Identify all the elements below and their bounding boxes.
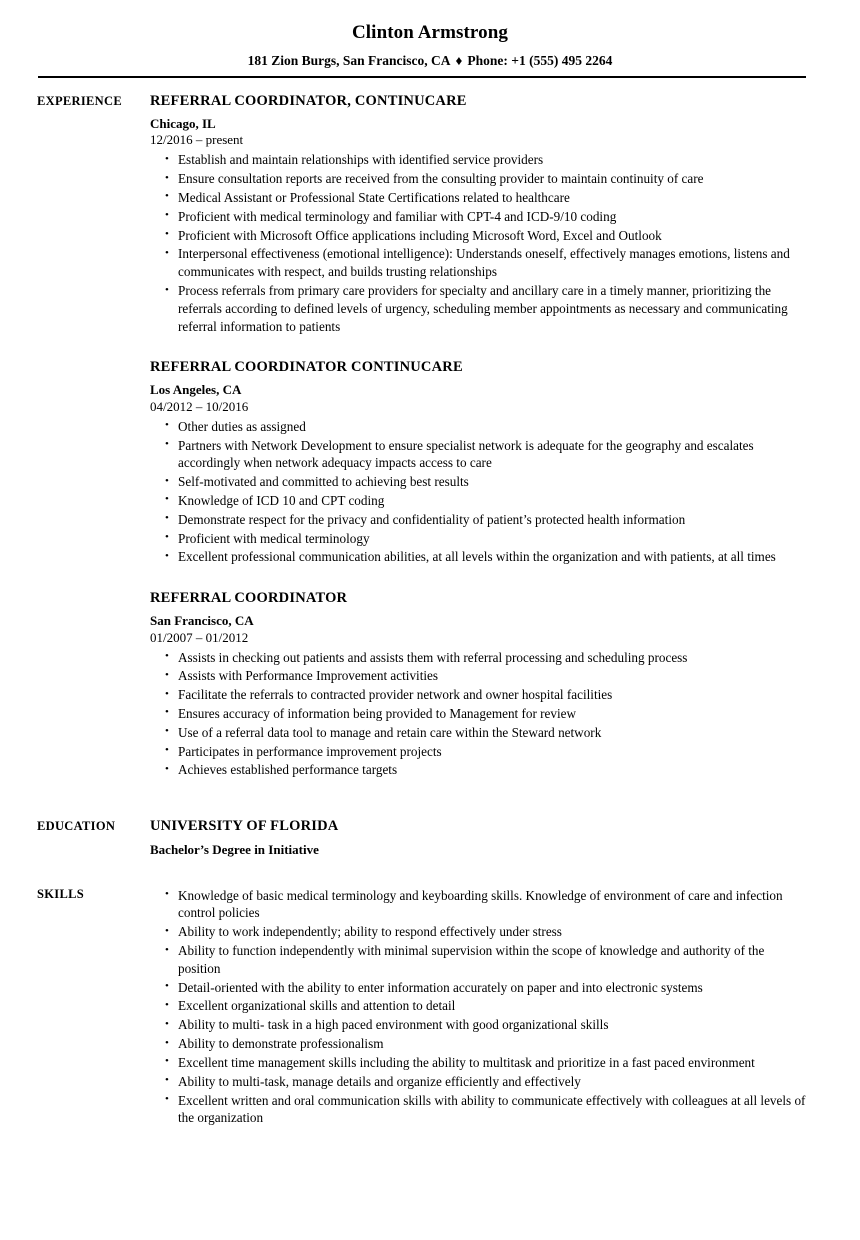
list-item: • Ability to work independently; ability to respond effectively under stress	[150, 923, 806, 941]
list-item: • Knowledge of ICD 10 and CPT coding	[150, 492, 806, 510]
section-label-skills: SKILLS	[37, 886, 84, 901]
list-item: • Partners with Network Development to ensure specialist network is adequate for the geography and escalates accordingly when network adequacy impacts access to care	[150, 437, 806, 473]
contact-address: 181 Zion Burgs, San Francisco, CA	[247, 52, 451, 68]
job-title: REFERRAL COORDINATOR	[150, 590, 348, 607]
list-item: • Ability to multi-task, manage details and organize efficiently and effectively	[150, 1073, 806, 1091]
section-experience	[0, 92, 860, 779]
job-location: Chicago, IL	[150, 115, 216, 131]
list-item: • Facilitate the referrals to contracted provider network and owner hospital facilities	[150, 686, 806, 704]
education-degree: Bachelor’s Degree in Initiative	[150, 842, 319, 858]
list-item: • Ability to demonstrate professionalism	[150, 1035, 806, 1053]
list-item: • Medical Assistant or Professional State Certifications related to healthcare	[150, 189, 806, 207]
job-dates: 12/2016 – present	[150, 132, 244, 148]
list-item: • Establish and maintain relationships with identified service providers	[150, 151, 806, 169]
list-item: • Excellent organizational skills and attention to detail	[150, 997, 806, 1015]
list-item: • Ensure consultation reports are received from the consulting provider to maintain continuity of care	[150, 170, 806, 188]
contact-phone: Phone: +1 (555) 495 2264	[467, 52, 613, 68]
resume-content	[0, 92, 860, 1127]
candidate-name: Clinton Armstrong	[351, 22, 508, 43]
list-item: • Excellent written and oral communication skills with ability to communicate effectively with colleagues at all levels of the organization	[150, 1092, 806, 1128]
list-item: • Demonstrate respect for the privacy and confidentiality of patient’s protected health information	[150, 511, 806, 529]
list-item: • Proficient with Microsoft Office applications including Microsoft Word, Excel and Outlook	[150, 227, 806, 245]
list-item: • Participates in performance improvement projects	[150, 743, 806, 761]
skills-body	[150, 885, 860, 1128]
list-item: • Ability to function independently with minimal supervision within the scope of knowledge and authority of the position	[150, 942, 806, 978]
contact-line	[0, 53, 860, 69]
list-item: • Assists in checking out patients and assists them with referral processing and scheduling process	[150, 649, 806, 667]
experience-entry	[150, 358, 806, 566]
job-dates: 01/2007 – 01/2012	[150, 629, 249, 645]
list-item: • Achieves established performance targets	[150, 761, 806, 779]
section-skills	[0, 885, 860, 1128]
education-entry	[150, 817, 806, 858]
header-divider	[38, 76, 806, 78]
job-bullet-list	[150, 649, 806, 780]
experience-entry	[150, 589, 806, 779]
list-item: • Ability to multi- task in a high paced environment with good organizational skills	[150, 1016, 806, 1034]
job-location: Los Angeles, CA	[150, 382, 242, 398]
list-item: • Excellent time management skills including the ability to multitask and prioritize in a fast paced environment	[150, 1054, 806, 1072]
job-title: REFERRAL COORDINATOR CONTINUCARE	[150, 359, 463, 376]
list-item: • Excellent professional communication abilities, at all levels within the organization and with patients, at all times	[150, 548, 806, 566]
list-item: • Interpersonal effectiveness (emotional intelligence): Understands oneself, effectively manages emotions, listens and communicates with respect, and builds trusting relationships	[150, 245, 806, 281]
job-dates: 04/2012 – 10/2016	[150, 398, 249, 414]
education-school: UNIVERSITY OF FLORIDA	[150, 818, 339, 835]
job-bullet-list	[150, 151, 806, 335]
section-label-education: EDUCATION	[37, 819, 116, 834]
list-item: • Self-motivated and committed to achieving best results	[150, 473, 806, 491]
section-label-experience: EXPERIENCE	[37, 94, 122, 109]
education-body	[150, 817, 860, 858]
list-item: • Other duties as assigned	[150, 418, 806, 436]
job-location: San Francisco, CA	[150, 613, 254, 629]
diamond-separator-icon: ♦	[455, 52, 463, 68]
list-item: • Use of a referral data tool to manage and retain care within the Steward network	[150, 724, 806, 742]
list-item: • Assists with Performance Improvement activities	[150, 667, 806, 685]
experience-entry	[150, 92, 806, 335]
job-title: REFERRAL COORDINATOR, CONTINUCARE	[150, 93, 467, 110]
job-bullet-list	[150, 418, 806, 567]
skills-bullet-list	[150, 887, 806, 1128]
resume-header	[0, 0, 860, 78]
list-item: • Detail-oriented with the ability to enter information accurately on paper and into electronic systems	[150, 979, 806, 997]
list-item: • Ensures accuracy of information being provided to Management for review	[150, 705, 806, 723]
experience-body	[150, 92, 860, 779]
list-item: • Knowledge of basic medical terminology and keyboarding skills. Knowledge of environment of care and infection control policies	[150, 887, 806, 923]
list-item: • Process referrals from primary care providers for specialty and ancillary care in a timely manner, prioritizing the referrals according to defined levels of urgency, scheduling member appointments as necessary and communicating referral information to patients	[150, 282, 806, 335]
section-education	[0, 817, 860, 858]
list-item: • Proficient with medical terminology and familiar with CPT-4 and ICD-9/10 coding	[150, 208, 806, 226]
list-item: • Proficient with medical terminology	[150, 530, 806, 548]
